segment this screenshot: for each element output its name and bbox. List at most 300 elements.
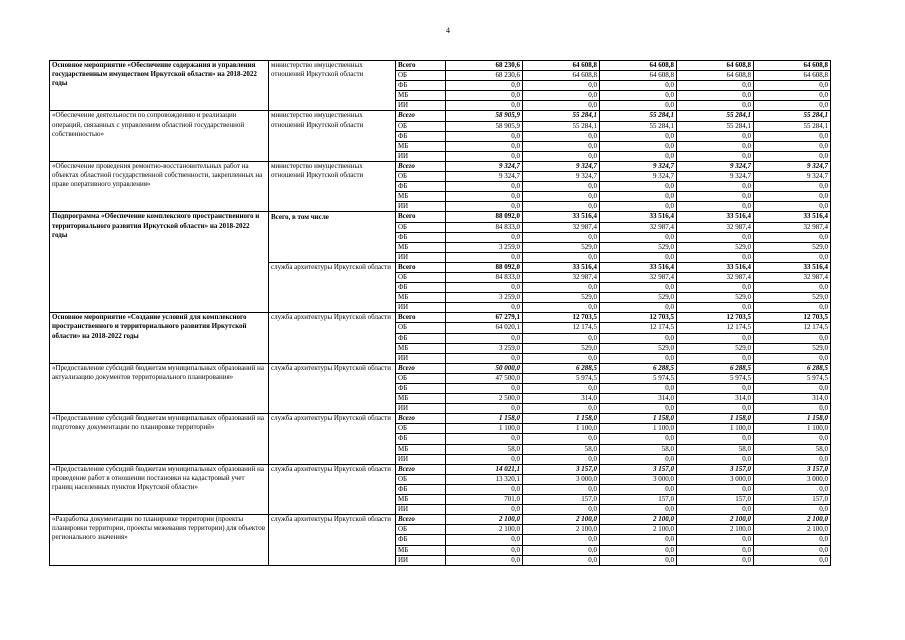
funding-source: ИИ xyxy=(396,454,446,464)
funding-source: ОБ xyxy=(396,323,446,333)
amount-cell: 0,0 xyxy=(754,182,831,192)
amount-cell: 0,0 xyxy=(754,232,831,242)
amount-cell: 0,0 xyxy=(600,535,677,545)
funding-source: МБ xyxy=(396,444,446,454)
amount-cell: 0,0 xyxy=(523,545,600,555)
amount-cell: 32 987,4 xyxy=(523,222,600,232)
amount-cell: 1 158,0 xyxy=(446,414,523,424)
amount-cell: 157,0 xyxy=(600,495,677,505)
funding-source: ФБ xyxy=(396,131,446,141)
amount-cell: 3 000,0 xyxy=(600,474,677,484)
amount-cell: 3 000,0 xyxy=(523,474,600,484)
activity-name: Подпрограмма «Обеспечение комплексного пространственного и территориального развития Иркутской области» на 2018-2022 годы xyxy=(50,212,269,313)
amount-cell: 0,0 xyxy=(600,484,677,494)
amount-cell: 9 324,7 xyxy=(446,161,523,171)
amount-cell: 157,0 xyxy=(523,495,600,505)
amount-cell: 64 020,1 xyxy=(446,323,523,333)
amount-cell: 0,0 xyxy=(523,192,600,202)
funding-source: ФБ xyxy=(396,333,446,343)
amount-cell: 0,0 xyxy=(677,252,754,262)
funding-source: ИИ xyxy=(396,202,446,212)
funding-source: ОБ xyxy=(396,525,446,535)
amount-cell: 157,0 xyxy=(754,495,831,505)
amount-cell: 6 288,5 xyxy=(754,363,831,373)
funding-source: ОБ xyxy=(396,424,446,434)
amount-cell: 33 516,4 xyxy=(523,262,600,272)
amount-cell: 9 324,7 xyxy=(600,161,677,171)
amount-cell: 2 100,0 xyxy=(523,525,600,535)
activity-name: «Обеспечение деятельности по сопровождению и реализации операций, связанных с управлением областной государственной собственностью» xyxy=(50,111,269,161)
amount-cell: 0,0 xyxy=(754,91,831,101)
amount-cell: 0,0 xyxy=(600,555,677,565)
amount-cell: 3 157,0 xyxy=(677,464,754,474)
amount-cell: 0,0 xyxy=(523,202,600,212)
amount-cell: 3 157,0 xyxy=(600,464,677,474)
amount-cell: 0,0 xyxy=(677,91,754,101)
amount-cell: 0,0 xyxy=(677,484,754,494)
amount-cell: 0,0 xyxy=(523,252,600,262)
funding-source: МБ xyxy=(396,293,446,303)
amount-cell: 50 000,0 xyxy=(446,363,523,373)
amount-cell: 0,0 xyxy=(523,505,600,515)
amount-cell: 12 174,5 xyxy=(600,323,677,333)
amount-cell: 529,0 xyxy=(600,242,677,252)
amount-cell: 1 100,0 xyxy=(600,424,677,434)
funding-source: МБ xyxy=(396,495,446,505)
amount-cell: 32 987,4 xyxy=(754,272,831,282)
amount-cell: 64 608,8 xyxy=(754,71,831,81)
amount-cell: 2 100,0 xyxy=(600,515,677,525)
funding-source: Всего xyxy=(396,212,446,222)
activity-name: «Разработка документации по планировке территории (проекты планировки территории, проекты межевания территории) для объектов регионального значения» xyxy=(50,515,269,565)
amount-cell: 58,0 xyxy=(523,444,600,454)
amount-cell: 0,0 xyxy=(600,141,677,151)
amount-cell: 2 100,0 xyxy=(523,515,600,525)
funding-source: ОБ xyxy=(396,172,446,182)
amount-cell: 3 157,0 xyxy=(754,464,831,474)
amount-cell: 701,0 xyxy=(446,495,523,505)
amount-cell: 0,0 xyxy=(754,131,831,141)
amount-cell: 3 259,0 xyxy=(446,242,523,252)
funding-source: МБ xyxy=(396,343,446,353)
amount-cell: 3 259,0 xyxy=(446,293,523,303)
amount-cell: 0,0 xyxy=(600,202,677,212)
amount-cell: 0,0 xyxy=(523,101,600,111)
amount-cell: 55 284,1 xyxy=(754,121,831,131)
amount-cell: 0,0 xyxy=(677,333,754,343)
table-row xyxy=(50,313,831,323)
amount-cell: 47 500,0 xyxy=(446,373,523,383)
amount-cell: 0,0 xyxy=(600,434,677,444)
responsible-executor: служба архитектуры Иркутской области xyxy=(269,464,396,514)
amount-cell: 0,0 xyxy=(677,283,754,293)
amount-cell: 33 516,4 xyxy=(600,212,677,222)
amount-cell: 3 000,0 xyxy=(754,474,831,484)
table-row xyxy=(50,414,831,424)
amount-cell: 0,0 xyxy=(523,232,600,242)
funding-source: ИИ xyxy=(396,555,446,565)
table-row xyxy=(50,111,831,121)
activity-name: Основное мероприятие «Обеспечение содержания и управления государственным имуществом Иркутской области» на 2018-2022 годы xyxy=(50,61,269,111)
funding-source: МБ xyxy=(396,141,446,151)
amount-cell: 58,0 xyxy=(677,444,754,454)
amount-cell: 9 324,7 xyxy=(754,161,831,171)
amount-cell: 2 100,0 xyxy=(677,525,754,535)
funding-source: Всего xyxy=(396,161,446,171)
amount-cell: 2 100,0 xyxy=(446,525,523,535)
amount-cell: 0,0 xyxy=(446,151,523,161)
amount-cell: 0,0 xyxy=(523,81,600,91)
funding-source: Всего xyxy=(396,111,446,121)
amount-cell: 529,0 xyxy=(754,343,831,353)
amount-cell: 0,0 xyxy=(600,81,677,91)
responsible-executor: служба архитектуры Иркутской области xyxy=(269,515,396,565)
amount-cell: 0,0 xyxy=(523,484,600,494)
activity-name: «Предоставление субсидий бюджетам муниципальных образований на актуализацию документов территориального планирования» xyxy=(50,363,269,413)
amount-cell: 55 284,1 xyxy=(523,121,600,131)
amount-cell: 32 987,4 xyxy=(754,222,831,232)
amount-cell: 0,0 xyxy=(446,333,523,343)
amount-cell: 0,0 xyxy=(446,252,523,262)
amount-cell: 0,0 xyxy=(600,91,677,101)
amount-cell: 0,0 xyxy=(754,202,831,212)
funding-source: ФБ xyxy=(396,283,446,293)
amount-cell: 33 516,4 xyxy=(600,262,677,272)
amount-cell: 9 324,7 xyxy=(600,172,677,182)
amount-cell: 58,0 xyxy=(754,444,831,454)
amount-cell: 0,0 xyxy=(446,454,523,464)
amount-cell: 0,0 xyxy=(600,333,677,343)
amount-cell: 1 100,0 xyxy=(754,424,831,434)
amount-cell: 529,0 xyxy=(677,242,754,252)
amount-cell: 0,0 xyxy=(446,202,523,212)
amount-cell: 0,0 xyxy=(446,384,523,394)
amount-cell: 529,0 xyxy=(600,343,677,353)
amount-cell: 0,0 xyxy=(446,81,523,91)
amount-cell: 55 284,1 xyxy=(754,111,831,121)
amount-cell: 9 324,7 xyxy=(677,161,754,171)
amount-cell: 0,0 xyxy=(600,283,677,293)
amount-cell: 0,0 xyxy=(600,505,677,515)
amount-cell: 0,0 xyxy=(754,101,831,111)
amount-cell: 1 100,0 xyxy=(523,424,600,434)
amount-cell: 0,0 xyxy=(446,535,523,545)
amount-cell: 0,0 xyxy=(523,434,600,444)
amount-cell: 0,0 xyxy=(446,434,523,444)
amount-cell: 0,0 xyxy=(677,404,754,414)
amount-cell: 64 608,8 xyxy=(600,71,677,81)
amount-cell: 0,0 xyxy=(677,555,754,565)
amount-cell: 0,0 xyxy=(600,404,677,414)
amount-cell: 55 284,1 xyxy=(600,111,677,121)
amount-cell: 14 021,1 xyxy=(446,464,523,474)
amount-cell: 88 092,0 xyxy=(446,262,523,272)
funding-source: ИИ xyxy=(396,404,446,414)
amount-cell: 6 288,5 xyxy=(523,363,600,373)
funding-source: ФБ xyxy=(396,535,446,545)
amount-cell: 3 157,0 xyxy=(523,464,600,474)
funding-source: ОБ xyxy=(396,71,446,81)
amount-cell: 0,0 xyxy=(677,384,754,394)
amount-cell: 157,0 xyxy=(677,495,754,505)
funding-source: ФБ xyxy=(396,384,446,394)
amount-cell: 5 974,5 xyxy=(754,373,831,383)
amount-cell: 0,0 xyxy=(446,283,523,293)
amount-cell: 0,0 xyxy=(677,454,754,464)
amount-cell: 0,0 xyxy=(754,535,831,545)
amount-cell: 58 905,9 xyxy=(446,121,523,131)
amount-cell: 0,0 xyxy=(754,141,831,151)
amount-cell: 0,0 xyxy=(523,182,600,192)
amount-cell: 0,0 xyxy=(446,505,523,515)
amount-cell: 0,0 xyxy=(446,141,523,151)
amount-cell: 0,0 xyxy=(754,333,831,343)
amount-cell: 0,0 xyxy=(600,384,677,394)
amount-cell: 314,0 xyxy=(600,394,677,404)
table-row xyxy=(50,161,831,171)
amount-cell: 0,0 xyxy=(600,151,677,161)
amount-cell: 0,0 xyxy=(446,131,523,141)
amount-cell: 1 100,0 xyxy=(677,424,754,434)
amount-cell: 6 288,5 xyxy=(600,363,677,373)
amount-cell: 58,0 xyxy=(600,444,677,454)
amount-cell: 64 608,8 xyxy=(754,61,831,71)
amount-cell: 3 000,0 xyxy=(677,474,754,484)
amount-cell: 314,0 xyxy=(523,394,600,404)
amount-cell: 68 230,6 xyxy=(446,61,523,71)
funding-source: МБ xyxy=(396,545,446,555)
amount-cell: 0,0 xyxy=(677,101,754,111)
activity-name: «Обеспечение проведения ремонтно-восстановительных работ на объектах областной государственной собственности, закрепленных на праве оперативного управления» xyxy=(50,161,269,211)
amount-cell: 84 833,0 xyxy=(446,272,523,282)
amount-cell: 0,0 xyxy=(446,101,523,111)
amount-cell: 13 320,1 xyxy=(446,474,523,484)
funding-source: ФБ xyxy=(396,182,446,192)
amount-cell: 0,0 xyxy=(677,353,754,363)
amount-cell: 6 288,5 xyxy=(677,363,754,373)
amount-cell: 0,0 xyxy=(754,303,831,313)
amount-cell: 0,0 xyxy=(600,303,677,313)
amount-cell: 0,0 xyxy=(754,353,831,363)
amount-cell: 0,0 xyxy=(523,131,600,141)
page-number: 4 xyxy=(446,26,450,35)
table-row xyxy=(50,363,831,373)
funding-source: ИИ xyxy=(396,151,446,161)
amount-cell: 0,0 xyxy=(754,283,831,293)
amount-cell: 0,0 xyxy=(523,404,600,414)
amount-cell: 0,0 xyxy=(523,283,600,293)
amount-cell: 64 608,8 xyxy=(677,61,754,71)
funding-source: ОБ xyxy=(396,121,446,131)
amount-cell: 529,0 xyxy=(523,293,600,303)
amount-cell: 33 516,4 xyxy=(677,262,754,272)
amount-cell: 0,0 xyxy=(600,353,677,363)
amount-cell: 32 987,4 xyxy=(677,272,754,282)
amount-cell: 0,0 xyxy=(677,505,754,515)
amount-cell: 1 158,0 xyxy=(600,414,677,424)
amount-cell: 0,0 xyxy=(677,202,754,212)
funding-source: ИИ xyxy=(396,505,446,515)
amount-cell: 0,0 xyxy=(523,535,600,545)
activity-name: «Предоставление субсидий бюджетам муниципальных образований на подготовку документации по планировке территорий» xyxy=(50,414,269,464)
table-row xyxy=(50,212,831,222)
amount-cell: 12 703,5 xyxy=(600,313,677,323)
responsible-executor: министерство имущественных отношений Иркутской области xyxy=(269,161,396,211)
amount-cell: 0,0 xyxy=(446,192,523,202)
amount-cell: 0,0 xyxy=(677,232,754,242)
funding-source: Всего xyxy=(396,414,446,424)
amount-cell: 9 324,7 xyxy=(677,172,754,182)
amount-cell: 0,0 xyxy=(677,131,754,141)
amount-cell: 9 324,7 xyxy=(754,172,831,182)
amount-cell: 58,0 xyxy=(446,444,523,454)
funding-source: ИИ xyxy=(396,303,446,313)
table-row xyxy=(50,61,831,71)
amount-cell: 0,0 xyxy=(523,333,600,343)
amount-cell: 2 100,0 xyxy=(677,515,754,525)
amount-cell: 0,0 xyxy=(446,182,523,192)
amount-cell: 0,0 xyxy=(600,192,677,202)
amount-cell: 0,0 xyxy=(523,151,600,161)
funding-source: МБ xyxy=(396,242,446,252)
amount-cell: 33 516,4 xyxy=(754,262,831,272)
amount-cell: 55 284,1 xyxy=(677,111,754,121)
amount-cell: 64 608,8 xyxy=(677,71,754,81)
funding-source: ОБ xyxy=(396,474,446,484)
amount-cell: 64 608,8 xyxy=(523,71,600,81)
responsible-executor: министерство имущественных отношений Иркутской области xyxy=(269,61,396,111)
amount-cell: 0,0 xyxy=(677,151,754,161)
funding-source: Всего xyxy=(396,363,446,373)
funding-source: МБ xyxy=(396,91,446,101)
amount-cell: 0,0 xyxy=(754,434,831,444)
funding-source: ФБ xyxy=(396,232,446,242)
funding-source: Всего xyxy=(396,61,446,71)
amount-cell: 2 100,0 xyxy=(600,525,677,535)
amount-cell: 529,0 xyxy=(600,293,677,303)
amount-cell: 12 174,5 xyxy=(523,323,600,333)
responsible-executor: служба архитектуры Иркутской области xyxy=(269,414,396,464)
amount-cell: 1 158,0 xyxy=(754,414,831,424)
amount-cell: 1 158,0 xyxy=(523,414,600,424)
amount-cell: 33 516,4 xyxy=(754,212,831,222)
amount-cell: 314,0 xyxy=(677,394,754,404)
amount-cell: 0,0 xyxy=(754,252,831,262)
amount-cell: 0,0 xyxy=(754,555,831,565)
amount-cell: 55 284,1 xyxy=(523,111,600,121)
amount-cell: 0,0 xyxy=(523,555,600,565)
amount-cell: 32 987,4 xyxy=(600,222,677,232)
amount-cell: 0,0 xyxy=(446,545,523,555)
responsible-executor: служба архитектуры Иркутской области xyxy=(269,313,396,363)
amount-cell: 0,0 xyxy=(600,182,677,192)
amount-cell: 0,0 xyxy=(523,303,600,313)
amount-cell: 529,0 xyxy=(523,242,600,252)
amount-cell: 0,0 xyxy=(677,182,754,192)
amount-cell: 0,0 xyxy=(446,404,523,414)
amount-cell: 5 974,5 xyxy=(523,373,600,383)
amount-cell: 0,0 xyxy=(754,505,831,515)
amount-cell: 12 703,5 xyxy=(754,313,831,323)
amount-cell: 0,0 xyxy=(754,384,831,394)
amount-cell: 9 324,7 xyxy=(523,172,600,182)
funding-source: ОБ xyxy=(396,222,446,232)
amount-cell: 0,0 xyxy=(446,353,523,363)
amount-cell: 0,0 xyxy=(677,81,754,91)
funding-source: ОБ xyxy=(396,373,446,383)
amount-cell: 0,0 xyxy=(523,353,600,363)
funding-source: ИИ xyxy=(396,353,446,363)
amount-cell: 0,0 xyxy=(754,192,831,202)
funding-source: Всего xyxy=(396,515,446,525)
funding-source: МБ xyxy=(396,394,446,404)
amount-cell: 0,0 xyxy=(446,232,523,242)
amount-cell: 0,0 xyxy=(677,434,754,444)
amount-cell: 0,0 xyxy=(677,545,754,555)
amount-cell: 64 608,8 xyxy=(523,61,600,71)
amount-cell: 0,0 xyxy=(523,141,600,151)
funding-source: ИИ xyxy=(396,101,446,111)
funding-source: Всего xyxy=(396,262,446,272)
amount-cell: 529,0 xyxy=(754,242,831,252)
funding-source: ФБ xyxy=(396,81,446,91)
amount-cell: 67 279,1 xyxy=(446,313,523,323)
amount-cell: 32 987,4 xyxy=(600,272,677,282)
activity-name: Основное мероприятие «Создание условий для комплексного пространственного и территориального развития Иркутской области» на 2018-2022 годы xyxy=(50,313,269,363)
amount-cell: 0,0 xyxy=(600,454,677,464)
responsible-executor: Всего, в том числе xyxy=(269,212,396,262)
amount-cell: 0,0 xyxy=(446,303,523,313)
amount-cell: 0,0 xyxy=(600,232,677,242)
amount-cell: 32 987,4 xyxy=(677,222,754,232)
amount-cell: 0,0 xyxy=(754,81,831,91)
amount-cell: 0,0 xyxy=(446,555,523,565)
amount-cell: 0,0 xyxy=(523,384,600,394)
funding-source: ИИ xyxy=(396,252,446,262)
amount-cell: 58 905,9 xyxy=(446,111,523,121)
amount-cell: 33 516,4 xyxy=(523,212,600,222)
amount-cell: 0,0 xyxy=(523,91,600,101)
amount-cell: 84 833,0 xyxy=(446,222,523,232)
amount-cell: 0,0 xyxy=(754,454,831,464)
funding-source: ФБ xyxy=(396,484,446,494)
table-row xyxy=(50,515,831,525)
amount-cell: 2 100,0 xyxy=(446,515,523,525)
amount-cell: 0,0 xyxy=(677,535,754,545)
amount-cell: 12 703,5 xyxy=(677,313,754,323)
amount-cell: 5 974,5 xyxy=(677,373,754,383)
amount-cell: 314,0 xyxy=(754,394,831,404)
amount-cell: 529,0 xyxy=(523,343,600,353)
amount-cell: 2 500,0 xyxy=(446,394,523,404)
amount-cell: 529,0 xyxy=(677,293,754,303)
amount-cell: 0,0 xyxy=(754,151,831,161)
funding-source: ФБ xyxy=(396,434,446,444)
funding-source: Всего xyxy=(396,313,446,323)
amount-cell: 0,0 xyxy=(754,484,831,494)
amount-cell: 1 100,0 xyxy=(446,424,523,434)
amount-cell: 12 703,5 xyxy=(523,313,600,323)
amount-cell: 0,0 xyxy=(754,545,831,555)
amount-cell: 2 100,0 xyxy=(754,515,831,525)
amount-cell: 9 324,7 xyxy=(523,161,600,171)
amount-cell: 0,0 xyxy=(600,545,677,555)
amount-cell: 0,0 xyxy=(677,141,754,151)
amount-cell: 0,0 xyxy=(446,484,523,494)
amount-cell: 12 174,5 xyxy=(754,323,831,333)
amount-cell: 0,0 xyxy=(600,252,677,262)
amount-cell: 12 174,5 xyxy=(677,323,754,333)
